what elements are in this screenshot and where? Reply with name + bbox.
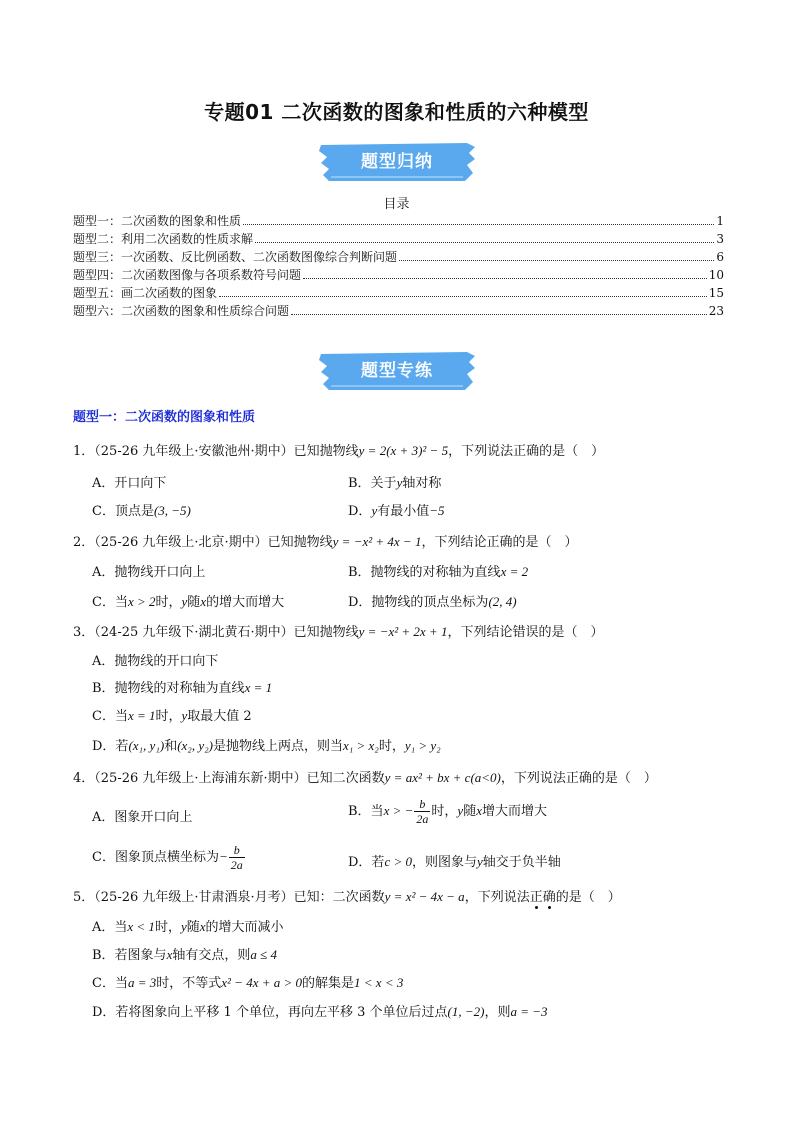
- q5-option-a[interactable]: A．当x < 1时，y随x的增大而减小: [92, 919, 284, 935]
- section-heading: 题型一：二次函数的图象和性质: [73, 410, 256, 425]
- question-1-stem: 1．（25-26 九年级上·安徽池州·期中）已知抛物线y = 2(x + 3)² − 5，下列说法正确的是（ ）: [73, 443, 605, 459]
- page-title: 专题01 二次函数的图象和性质的六种模型: [204, 100, 589, 124]
- q2-option-a[interactable]: A．抛物线开口向上: [92, 565, 206, 580]
- toc-item[interactable]: 题型三：一次函数、反比例函数、二次函数图像综合判断问题 6: [73, 250, 724, 264]
- table-of-contents: [73, 212, 724, 320]
- q3-option-a[interactable]: A．抛物线的开口向下: [92, 654, 219, 669]
- q5-option-c[interactable]: C．当a = 3时，不等式x² − 4x + a > 0的解集是1 < x < 3: [92, 975, 404, 991]
- q3-option-b[interactable]: B．抛物线的对称轴为直线x = 1: [92, 680, 273, 696]
- q4-option-d[interactable]: D．若c > 0，则图象与y轴交于负半轴: [348, 854, 561, 870]
- q2-option-d[interactable]: D．抛物线的顶点坐标为(2, 4): [348, 594, 517, 610]
- question-4-stem: 4．（25-26 九年级上·上海浦东新·期中）已知二次函数y = ax² + bx + c(a<0)，下列说法正确的是（ ）: [73, 770, 657, 786]
- q1-option-c[interactable]: C．顶点是(3, −5): [92, 503, 191, 519]
- emphasis-char: 正: [529, 890, 543, 905]
- toc-title: 目录: [383, 197, 410, 212]
- question-5-stem: 5．（25-26 九年级上·甘肃酒泉·月考）已知：二次函数y = x² − 4x − a，下列说法正确的是（ ）: [73, 889, 621, 905]
- q1-option-a[interactable]: A．开口向下: [92, 476, 167, 491]
- q3-option-d[interactable]: D．若(x₁, y₁)和(x₂, y₂)是抛物线上两点，则当x₁ > x₂时，y₁ > y₂: [92, 738, 441, 754]
- q4-option-a[interactable]: A．图象开口向上: [92, 810, 193, 825]
- toc-item[interactable]: 题型五：画二次函数的图象 15: [73, 286, 724, 300]
- toc-item[interactable]: 题型一：二次函数的图象和性质 1: [73, 214, 724, 228]
- q2-option-b[interactable]: B．抛物线的对称轴为直线x = 2: [348, 564, 529, 580]
- summary-banner-label: 题型归纳: [361, 152, 433, 172]
- q1-option-d[interactable]: D．y有最小值−5: [348, 503, 445, 519]
- practice-banner: [317, 350, 477, 392]
- q4-option-c[interactable]: C．图象顶点横坐标为− $\frac{b}{2a}$: [92, 843, 243, 872]
- emphasis-char: 确: [542, 890, 556, 905]
- toc-item[interactable]: 题型二：利用二次函数的性质求解 3: [73, 232, 724, 246]
- question-2-stem: 2．（25-26 九年级上·北京·期中）已知抛物线y = −x² + 4x − 1，下列结论正确的是（ ）: [73, 534, 578, 550]
- q5-option-b[interactable]: B．若图象与x轴有交点，则a ≤ 4: [92, 947, 277, 963]
- toc-item[interactable]: 题型四：二次函数图像与各项系数符号问题 10: [73, 268, 724, 282]
- q1-option-b[interactable]: B．关于y轴对称: [348, 475, 442, 491]
- summary-banner: [317, 141, 477, 183]
- q3-option-c[interactable]: C．当x = 1时，y取最大值 2: [92, 708, 252, 724]
- q4-option-b[interactable]: B．当x > − $\frac{b}{2a}$ 时，y随x增大而增大: [348, 797, 547, 826]
- question-3-stem: 3．（24-25 九年级下·湖北黄石·期中）已知抛物线y = −x² + 2x + 1，下列结论错误的是（ ）: [73, 624, 604, 640]
- practice-banner-label: 题型专练: [361, 361, 433, 381]
- toc-item[interactable]: 题型六：二次函数的图象和性质综合问题 23: [73, 304, 724, 318]
- q5-option-d[interactable]: D．若将图象向上平移 1 个单位，再向左平移 3 个单位后过点(1, −2)，则a = −3: [92, 1004, 548, 1020]
- q2-option-c[interactable]: C．当x > 2时，y随x的增大而增大: [92, 594, 285, 610]
